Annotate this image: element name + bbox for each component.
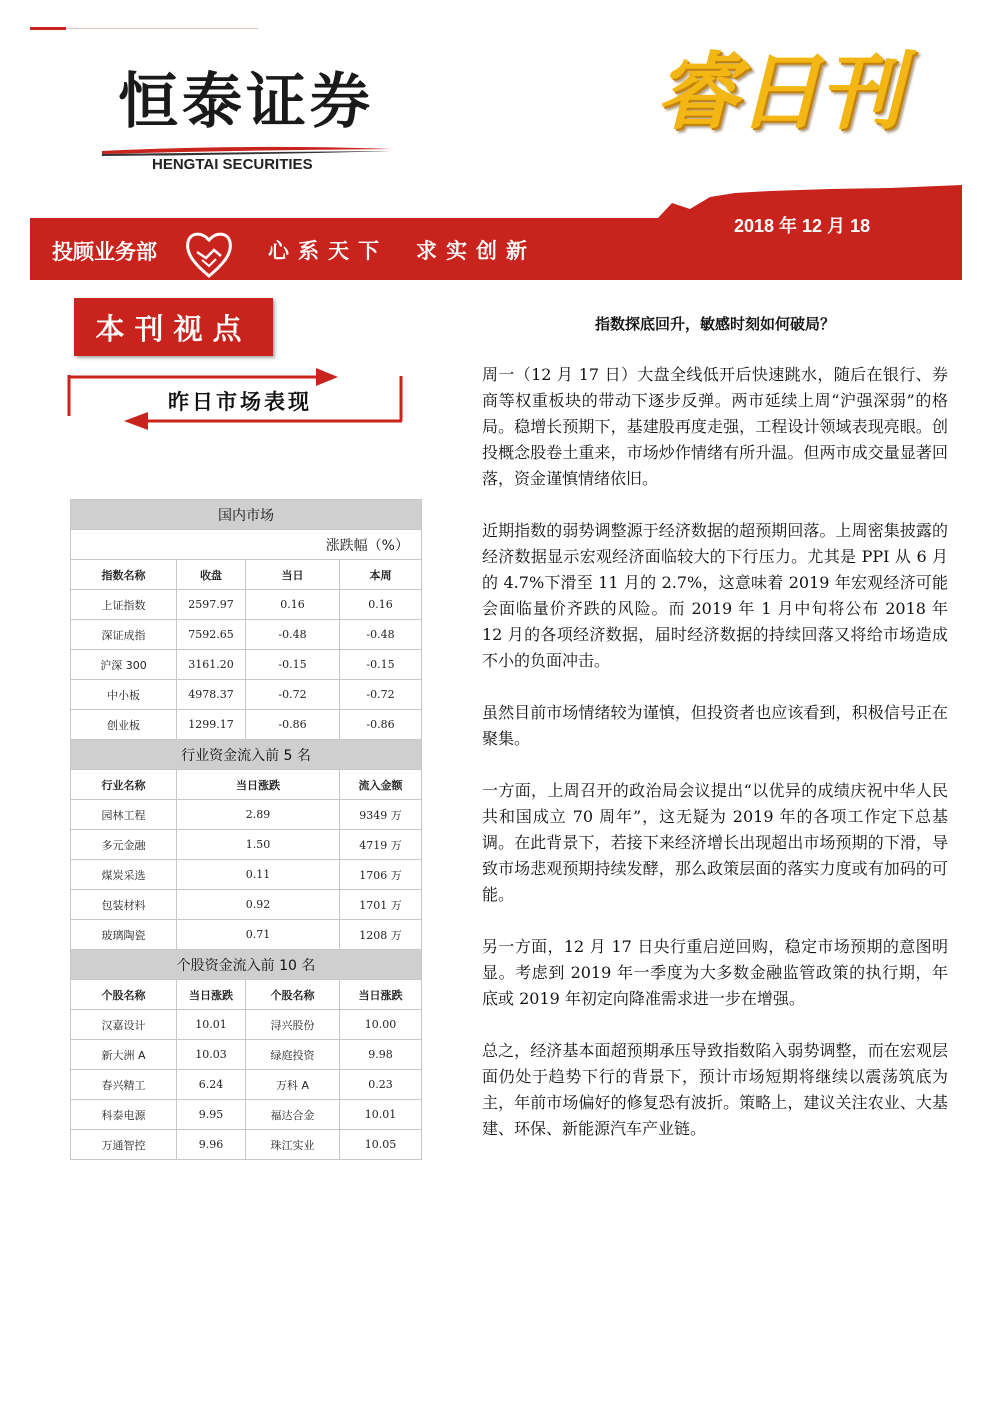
section-title-box (74, 298, 273, 356)
stock-name: 新大洲 A (71, 1040, 177, 1070)
table-row (71, 830, 422, 860)
stock-change: 10.01 (340, 1100, 422, 1130)
section-title: 本刊视点 (95, 311, 252, 346)
industry-title: 行业资金流入前 5 名 (71, 740, 422, 770)
article-paragraph: 周一（12 月 17 日）大盘全线低开后快速跳水，随后在银行、券商等权重板块的带动下逐步反弹。两市延续上周“沪强深弱”的格局。稳增长预期下，基建股再度走强，工程设计领域表现亮眼。创投概念股卷土重来，市场炒作情绪有所升温。但两市成交量显著回落，资金谨慎情绪依旧。 (482, 365, 948, 488)
market-section-label: 昨日市场表现 (168, 389, 312, 414)
logo-swoosh-icon (100, 140, 396, 156)
close-value: 3161.20 (177, 650, 246, 680)
issue-date: 2018 年 12 月 18 (734, 216, 871, 236)
col-header: 收盘 (177, 560, 246, 590)
stock-name: 万通智控 (71, 1130, 177, 1160)
table-row (71, 1070, 422, 1100)
table-row (71, 800, 422, 830)
index-name: 上证指数 (71, 590, 177, 620)
col-header: 本周 (340, 560, 422, 590)
table-row (71, 1010, 422, 1040)
col-header: 指数名称 (71, 560, 177, 590)
col-header: 当日涨跌 (340, 980, 422, 1010)
domestic-unit: 涨跌幅（%） (71, 530, 422, 560)
top-rule-accent (30, 27, 66, 30)
industry-inflow: 9349 万 (340, 800, 422, 830)
table-row (71, 620, 422, 650)
stock-name: 绿庭投资 (246, 1040, 340, 1070)
day-change: -0.86 (246, 710, 340, 740)
industry-inflow: 4719 万 (340, 830, 422, 860)
industry-name: 玻璃陶瓷 (71, 920, 177, 950)
table-row (71, 1130, 422, 1160)
industry-change: 1.50 (177, 830, 340, 860)
stock-name: 浔兴股份 (246, 1010, 340, 1040)
handshake-heart-icon (184, 228, 234, 280)
col-header: 当日涨跌 (177, 770, 340, 800)
stock-name: 春兴精工 (71, 1070, 177, 1100)
stock-name: 珠江实业 (246, 1130, 340, 1160)
market-table (70, 499, 422, 1160)
close-value: 7592.65 (177, 620, 246, 650)
index-name: 中小板 (71, 680, 177, 710)
week-change: -0.86 (340, 710, 422, 740)
stock-name: 科泰电源 (71, 1100, 177, 1130)
industry-change: 0.71 (177, 920, 340, 950)
industry-name: 多元金融 (71, 830, 177, 860)
table-row (71, 890, 422, 920)
col-header: 流入金额 (340, 770, 422, 800)
week-change: -0.72 (340, 680, 422, 710)
stock-name: 万科 A (246, 1070, 340, 1100)
stock-change: 10.01 (177, 1010, 246, 1040)
index-name: 沪深 300 (71, 650, 177, 680)
article-paragraph: 一方面，上周召开的政治局会议提出“以优异的成绩庆祝中华人民共和国成立 70 周年”，这无疑为 2019 年的各项工作定下总基调。在此背景下，若接下来经济增长出现超出市场预期的下滑，导致市场悲观预期持续发酵，那么政策层面的落实力度或有加码的可能。 (482, 781, 948, 904)
index-name: 深证成指 (71, 620, 177, 650)
article-title: 指数探底回升，敏感时刻如何破局？ (594, 315, 835, 333)
col-header: 行业名称 (71, 770, 177, 800)
industry-name: 包装材料 (71, 890, 177, 920)
article-paragraph: 总之，经济基本面超预期承压导致指数陷入弱势调整，而在宏观层面仍处于趋势下行的背景下，预计市场短期将继续以震荡筑底为主，年前市场偏好的修复恐有波折。策略上，建议关注农业、大基建、环保、新能源汽车产业链。 (482, 1041, 948, 1138)
week-change: 0.16 (340, 590, 422, 620)
stock-change: 10.05 (340, 1130, 422, 1160)
close-value: 2597.97 (177, 590, 246, 620)
index-name: 创业板 (71, 710, 177, 740)
close-value: 4978.37 (177, 680, 246, 710)
brand-logo-cn: 恒泰证券 (118, 67, 374, 137)
slogan-2: 求实创新 (416, 239, 536, 263)
stock-change: 0.23 (340, 1070, 422, 1100)
industry-change: 2.89 (177, 800, 340, 830)
col-header: 个股名称 (246, 980, 340, 1010)
day-change: -0.72 (246, 680, 340, 710)
table-row (71, 650, 422, 680)
table-row (71, 920, 422, 950)
stock-name: 福达合金 (246, 1100, 340, 1130)
article-paragraph: 虽然目前市场情绪较为谨慎，但投资者也应该看到，积极信号正在聚集。 (482, 703, 948, 748)
domestic-title: 国内市场 (71, 500, 422, 530)
week-change: -0.15 (340, 650, 422, 680)
day-change: -0.15 (246, 650, 340, 680)
slogan-1: 心系天下 (268, 239, 388, 263)
article-paragraph: 另一方面，12 月 17 日央行重启逆回购，稳定市场预期的意图明显。考虑到 2019 年一季度为大多数金融监管政策的执行期，年底或 2019 年初定向降准需求进一步在增强。 (482, 937, 948, 1008)
brand-logo-en: HENGTAI SECURITIES (152, 156, 313, 173)
industry-inflow: 1701 万 (340, 890, 422, 920)
stock-change: 6.24 (177, 1070, 246, 1100)
stocks-title: 个股资金流入前 10 名 (71, 950, 422, 980)
department-label: 投顾业务部 (52, 240, 157, 264)
industry-inflow: 1208 万 (340, 920, 422, 950)
day-change: 0.16 (246, 590, 340, 620)
stock-change: 9.95 (177, 1100, 246, 1130)
masthead-title: 睿日刊 (655, 43, 902, 141)
industry-change: 0.92 (177, 890, 340, 920)
week-change: -0.48 (340, 620, 422, 650)
table-row (71, 680, 422, 710)
article-paragraph: 近期指数的弱势调整源于经济数据的超预期回落。上周密集披露的经济数据显示宏观经济面临较大的下行压力。尤其是 PPI 从 6 月的 4.7%下滑至 11 月的 2.7%，这意味着 2019 年宏观经济可能会面临量价齐跌的风险。而 2019 年 1 月中旬将公布 2018 年 12 月的各项经济数据，届时经济数据的持续回落又将给市场造成不小的负面冲击。 (482, 521, 948, 670)
table-row (71, 1040, 422, 1070)
industry-name: 园林工程 (71, 800, 177, 830)
stock-name: 汉嘉设计 (71, 1010, 177, 1040)
stock-change: 10.03 (177, 1040, 246, 1070)
col-header: 当日涨跌 (177, 980, 246, 1010)
col-header: 当日 (246, 560, 340, 590)
table-row (71, 590, 422, 620)
industry-change: 0.11 (177, 860, 340, 890)
article-body (482, 362, 948, 1168)
stock-change: 9.98 (340, 1040, 422, 1070)
industry-inflow: 1706 万 (340, 860, 422, 890)
close-value: 1299.17 (177, 710, 246, 740)
industry-name: 煤炭采选 (71, 860, 177, 890)
col-header: 个股名称 (71, 980, 177, 1010)
stock-change: 10.00 (340, 1010, 422, 1040)
stock-change: 9.96 (177, 1130, 246, 1160)
table-row (71, 710, 422, 740)
table-row (71, 860, 422, 890)
day-change: -0.48 (246, 620, 340, 650)
table-row (71, 1100, 422, 1130)
